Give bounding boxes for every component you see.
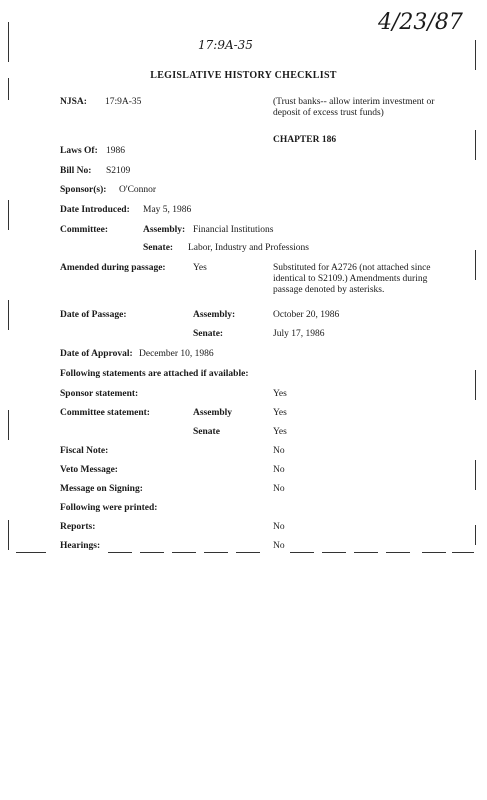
passage-senate-value: July 17, 1986 [273,329,325,339]
date-of-approval-label: Date of Approval: [60,349,133,359]
rule-segment [322,552,346,553]
fiscal-note-value: No [273,446,285,456]
sponsor-label: Sponsor(s): [60,185,107,195]
laws-of-value: 1986 [106,146,125,156]
date-introduced-value: May 5, 1986 [143,205,192,215]
rule-segment [140,552,164,553]
reports-value: No [273,522,285,532]
committee-statement-senate-value: Yes [273,427,287,437]
rule-segment [290,552,314,553]
scan-edge-mark [475,525,476,545]
committee-statement-senate-label: Senate [193,427,220,437]
scan-edge-mark [475,370,476,400]
committee-statement-assembly-value: Yes [273,408,287,418]
committee-label: Committee: [60,225,109,235]
bill-no-value: S2109 [106,166,131,176]
amended-note: Substituted for A2726 (not attached since identical to S2109.) Amendments during passage denoted by asterisks. [273,263,431,295]
fiscal-note-label: Fiscal Note: [60,446,109,456]
sponsor-statement-value: Yes [273,389,287,399]
reports-label: Reports: [60,522,96,532]
njsa-label: NJSA: [60,97,87,107]
rule-segment [422,552,446,553]
page-title: LEGISLATIVE HISTORY CHECKLIST [150,70,337,81]
scan-edge-mark [8,410,9,440]
following-printed-heading: Following were printed: [60,503,158,513]
scan-edge-mark [475,40,476,70]
rule-segment [452,552,474,553]
veto-message-value: No [273,465,285,475]
sponsor-statement-label: Sponsor statement: [60,389,139,399]
laws-of-label: Laws Of: [60,146,98,156]
amended-value: Yes [193,263,207,273]
rule-segment [204,552,228,553]
passage-senate-label: Senate: [193,329,224,339]
rule-segment [108,552,132,553]
passage-assembly-label: Assembly: [193,310,236,320]
committee-assembly-value: Financial Institutions [193,225,274,235]
committee-senate-label: Senate: [143,243,174,253]
rule-segment [354,552,378,553]
scan-edge-mark [8,200,9,230]
committee-statement-label: Committee statement: [60,408,150,418]
rule-segment [386,552,410,553]
scan-edge-mark [8,520,9,550]
scan-edge-mark [475,130,476,160]
rule-segment [172,552,196,553]
passage-assembly-value: October 20, 1986 [273,310,340,320]
hearings-value: No [273,541,285,551]
date-of-passage-label: Date of Passage: [60,310,127,320]
scan-edge-mark [8,22,9,62]
rule-segment [236,552,260,553]
committee-assembly-label: Assembly: [143,225,186,235]
date-introduced-label: Date Introduced: [60,205,130,215]
scan-edge-mark [8,300,9,330]
scan-edge-mark [475,460,476,490]
message-on-signing-label: Message on Signing: [60,484,143,494]
njsa-value: 17:9A-35 [105,97,142,107]
bill-no-label: Bill No: [60,166,92,176]
following-statements-heading: Following statements are attached if available: [60,369,249,379]
message-on-signing-value: No [273,484,285,494]
veto-message-label: Veto Message: [60,465,118,475]
handwritten-citation: 17:9A-35 [198,38,253,52]
sponsor-value: O'Connor [119,185,157,195]
chapter: CHAPTER 186 [273,135,337,145]
description: (Trust banks-- allow interim investment or deposit of excess trust funds) [273,97,435,118]
handwritten-date: 4/23/87 [378,10,463,35]
date-of-approval-value: December 10, 1986 [139,349,214,359]
hearings-label: Hearings: [60,541,101,551]
scan-edge-mark [475,250,476,280]
committee-statement-assembly-label: Assembly [193,408,233,418]
committee-senate-value: Labor, Industry and Professions [188,243,309,253]
amended-label: Amended during passage: [60,263,166,273]
rule-segment [16,552,46,553]
scan-edge-mark [8,78,9,100]
